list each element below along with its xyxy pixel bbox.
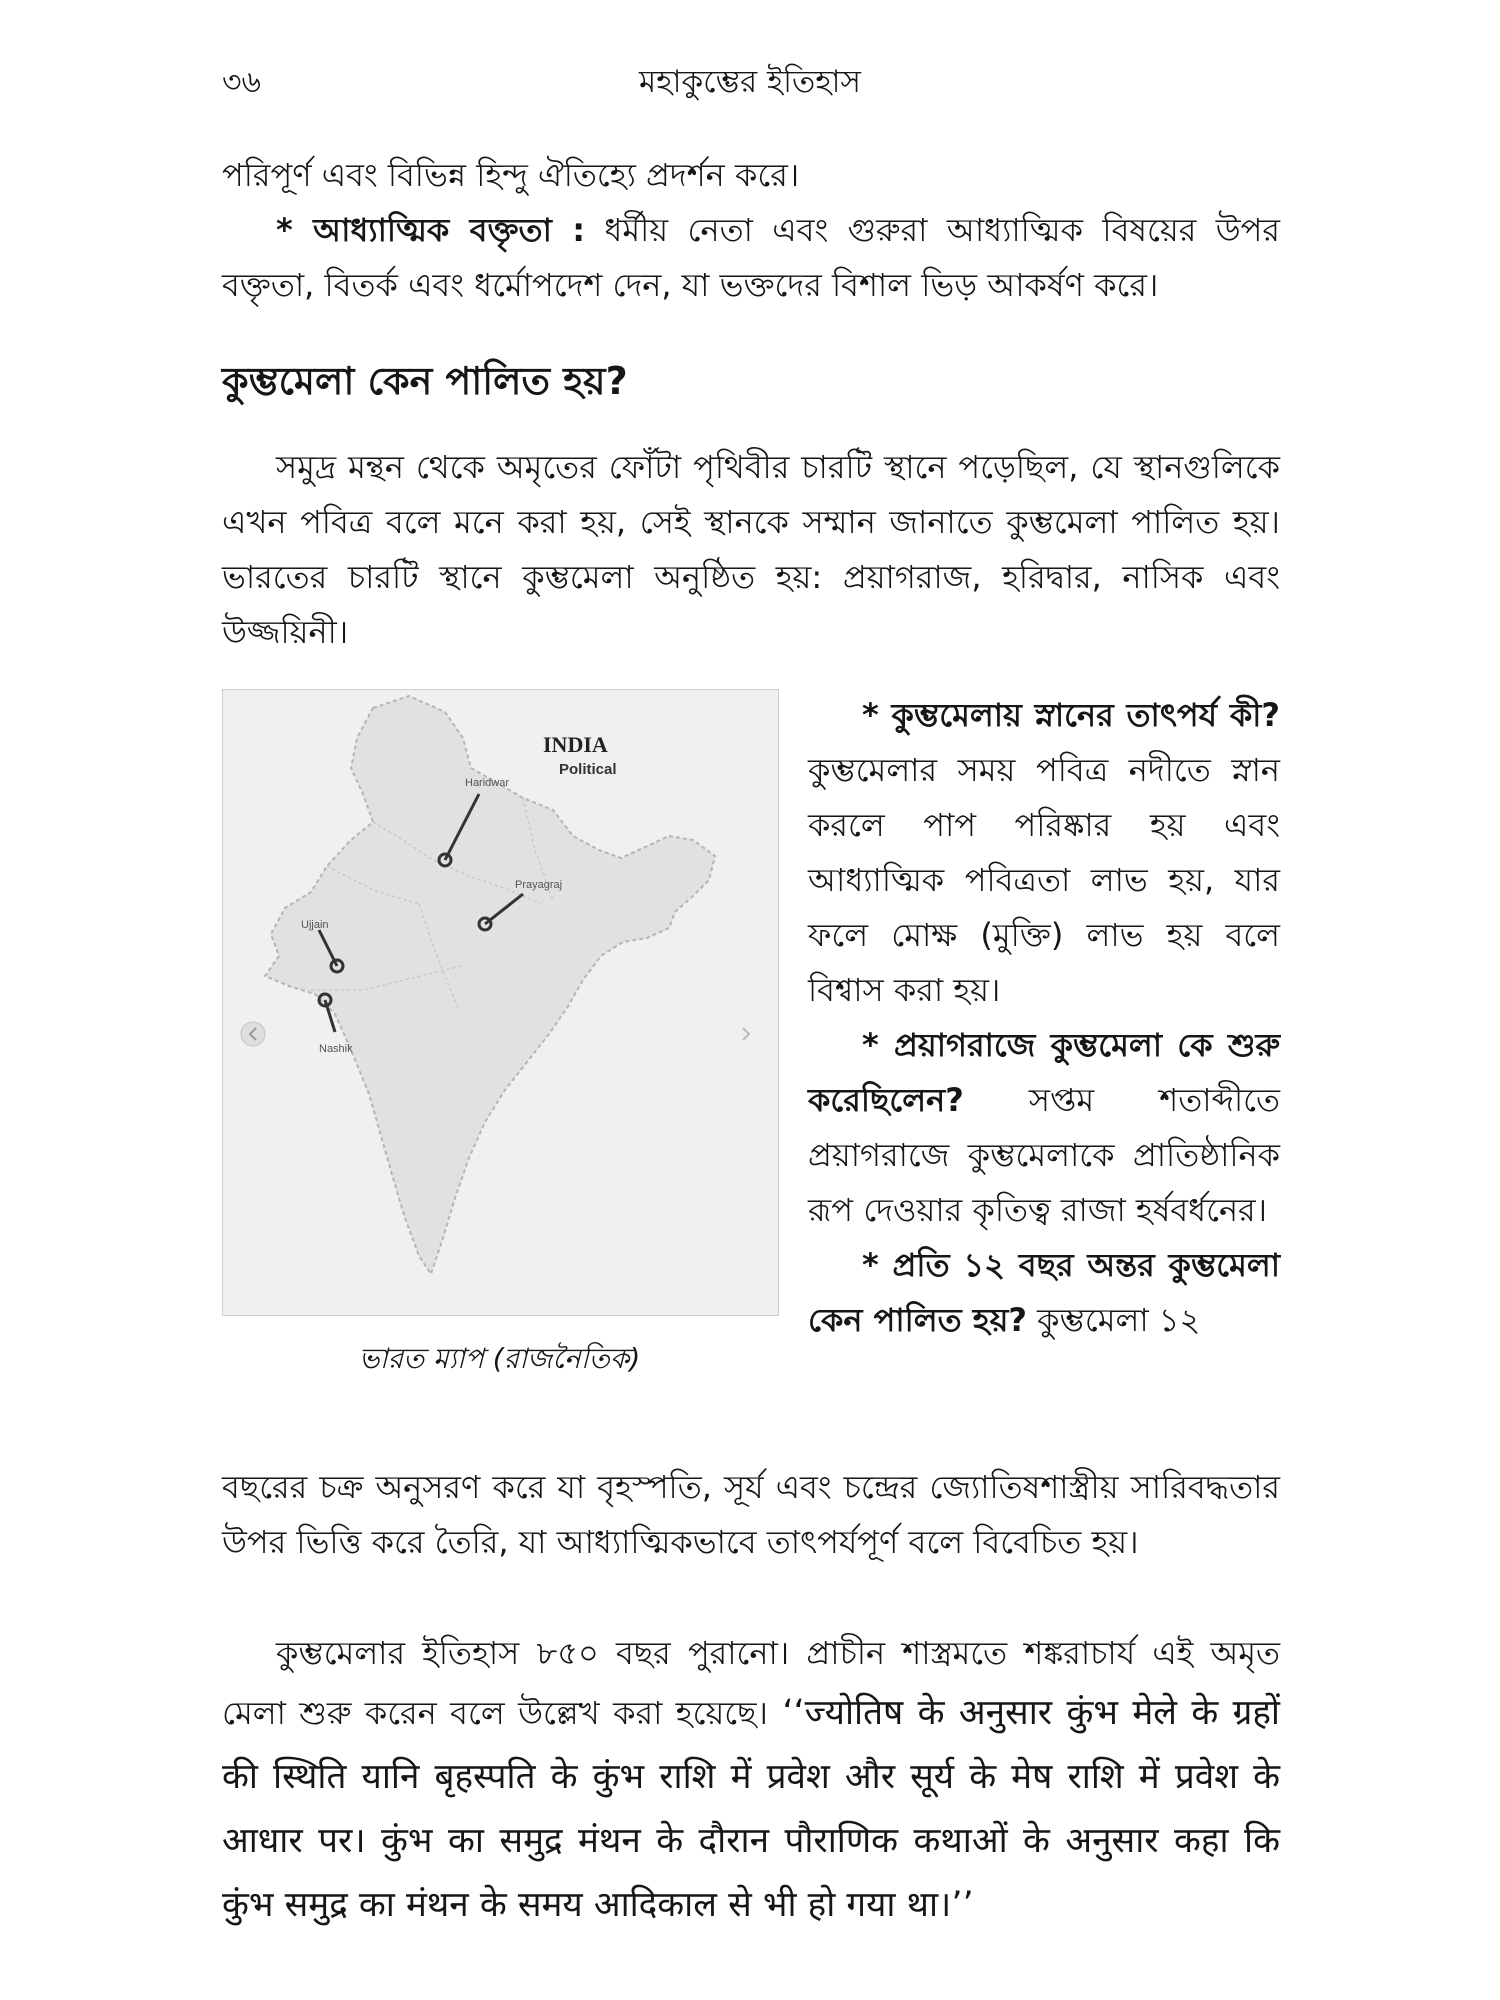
faq-q3-label: * প্রতি ১২ বছর অন্তর কুম্ভমেলা কেন পালিত হয়? xyxy=(808,1246,1280,1339)
faq-q1-text: কুম্ভমেলার সময় পবিত্র নদীতে স্নান করলে পাপ পরিষ্কার হয় এবং আধ্যাত্মিক পবিত্রতা লাভ হয়, যার ফলে মোক্ষ (মুক্তি) লাভ হয় বলে বিশ্বাস করা হয়। xyxy=(808,751,1280,1009)
hindi-quote: ‘‘ज्योतिष के अनुसार कुंभ मेले के ग्रहों की स्थिति यानि बृहस्पति के कुंभ राशि में प्रवेश और सूर्य के मेष राशि में प्रवेश के आधार पर। कुंभ का समुद्र मंथन के दौरान पौराणिक कथाओं के अनुसार कहा कि कुंभ समुद्र का मंथन के समय आदिकाल से भी हो गया था।’’ xyxy=(222,1693,1280,1925)
spiritual-lecture-bullet xyxy=(222,203,1280,313)
prayagraj-label: Prayagraj xyxy=(515,879,563,891)
india-map-figure xyxy=(222,689,779,1316)
map-prev-arrow-icon xyxy=(241,1022,265,1046)
history-bengali-text: কুম্ভমেলার ইতিহাস ৮৫০ বছর পুরানো। প্রাচীন শাস্ত্রমতে শঙ্করাচার্য এই অমৃত মেলা শুরু করেন বলে উল্লেখ করা হয়েছে। xyxy=(222,1634,1280,1732)
haridwar-label: Haridwar xyxy=(465,777,510,789)
faq-q2-text: সপ্তম শতাব্দীতে প্রয়াগরাজে কুম্ভমেলাকে প্রাতিষ্ঠানিক রূপ দেওয়ার কৃতিত্ব রাজা হর্ষবর্ধনের। xyxy=(808,1081,1280,1229)
faq-who-started xyxy=(808,1018,1280,1238)
history-paragraph xyxy=(222,1626,1280,1937)
section-heading: কুম্ভমেলা কেন পালিত হয়? xyxy=(222,359,628,403)
faq-bathing-significance xyxy=(808,688,1280,1018)
faq-q3-continuation: বছরের চক্র অনুসরণ করে যা বৃহস্পতি, সূর্য এবং চন্দ্রের জ্যোতিষশাস্ত্রীয় সারিবদ্ধতার উপর ভিত্তি করে তৈরি, যা আধ্যাত্মিকভাবে তাৎপর্যপূর্ণ বলে বিবেচিত হয়। xyxy=(222,1468,1280,1561)
faq-q2-label: * প্রয়াগরাজে কুম্ভমেলা কে শুরু করেছিলেন? xyxy=(808,1026,1280,1119)
faq-q1-label: * কুম্ভমেলায় স্নানের তাৎপর্য কী? xyxy=(862,696,1280,734)
page-header xyxy=(222,58,1278,118)
nashik-label: Nashik xyxy=(319,1043,353,1055)
bullet-label: * আধ্যাত্মিক বক্তৃতা : xyxy=(276,211,586,249)
bullet-text: ধর্মীয় নেতা এবং গুরুরা আধ্যাত্মিক বিষয়ের উপর বক্তৃতা, বিতর্ক এবং ধর্মোপদেশ দেন, যা ভক্তদের বিশাল ভিড় আকর্ষণ করে। xyxy=(222,211,1280,304)
map-title: INDIA xyxy=(543,732,608,757)
faq-twelve-years xyxy=(808,1238,1280,1348)
india-map xyxy=(223,690,778,1315)
section-paragraph: সমুদ্র মন্থন থেকে অমৃতের ফোঁটা পৃথিবীর চারটি স্থানে পড়েছিল, যে স্থানগুলিকে এখন পবিত্র বলে মনে করা হয়, সেই স্থানকে সম্মান জানাতে কুম্ভমেলা পালিত হয়। ভারতের চারটি স্থানে কুম্ভমেলা অনুষ্ঠিত হয়: প্রয়াগরাজ, হরিদ্বার, নাসিক এবং উজ্জয়িনী। xyxy=(222,448,1280,651)
ujjain-label: Ujjain xyxy=(301,919,329,931)
map-subtitle: Political xyxy=(559,761,617,778)
running-title: মহাকুম্ভের ইতিহাস xyxy=(638,64,862,100)
intro-line: পরিপূর্ণ এবং বিভিন্ন হিন্দু ঐতিহ্যে প্রদর্শন করে। xyxy=(222,156,800,194)
faq-q3-text-start: কুম্ভমেলা ১২ xyxy=(1027,1301,1201,1339)
faq-column xyxy=(808,688,1280,1348)
map-caption: ভারত ম্যাপ (রাজনৈতিক) xyxy=(358,1342,641,1375)
page-number: ৩৬ xyxy=(222,65,262,100)
